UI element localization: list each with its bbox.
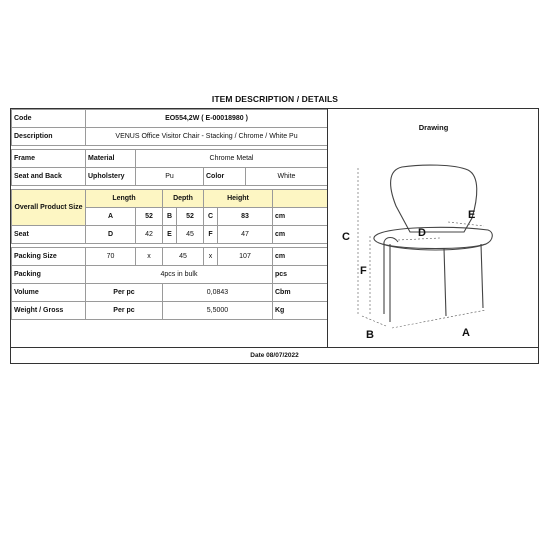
volume-value: 0,0843: [163, 284, 273, 302]
dim-b-letter: B: [163, 208, 177, 226]
depth-header: Depth: [163, 190, 204, 208]
seat-back-label: Seat and Back: [12, 168, 86, 186]
packing-label: Packing: [12, 266, 86, 284]
drawing-letter-d: D: [418, 227, 426, 239]
seat-unit: cm: [273, 226, 328, 244]
code-value: EO554,2W ( E-00018980 ): [86, 110, 328, 128]
color-value: White: [246, 168, 328, 186]
drawing-letter-c: C: [342, 231, 350, 243]
row-seat: [12, 226, 328, 244]
packing-size-label: Packing Size: [12, 248, 86, 266]
material-label: Material: [86, 150, 136, 168]
row-code: [12, 110, 328, 128]
weight-per: Per pc: [86, 302, 163, 320]
page-title: ITEM DESCRIPTION / DETAILS: [211, 94, 339, 104]
drawing-label: Drawing: [418, 123, 449, 132]
weight-label: Weight / Gross: [12, 302, 86, 320]
height-header: Height: [204, 190, 273, 208]
dim-c-value: 83: [218, 208, 273, 226]
chair-drawing: [336, 156, 532, 340]
dim-f-letter: F: [204, 226, 218, 244]
volume-label: Volume: [12, 284, 86, 302]
description-value: VENUS Office Visitor Chair - Stacking / Chrome / White Pu: [86, 128, 328, 146]
packing-unit: pcs: [273, 266, 328, 284]
spec-sheet: [10, 108, 539, 364]
row-weight: [12, 302, 328, 320]
row-seat-back: [12, 168, 328, 186]
spec-table: [11, 109, 328, 320]
drawing-letter-b: B: [366, 329, 374, 340]
dim-e-letter: E: [163, 226, 177, 244]
overall-label: Overall Product Size: [12, 190, 86, 226]
row-description: [12, 128, 328, 146]
drawing-letter-a: A: [462, 327, 470, 339]
dim-d-letter: D: [86, 226, 136, 244]
packing-size-width: 45: [163, 248, 204, 266]
dim-c-letter: C: [204, 208, 218, 226]
drawing-letter-f: F: [360, 265, 367, 277]
length-header: Length: [86, 190, 163, 208]
row-dims-header: [12, 190, 328, 208]
packing-size-length: 70: [86, 248, 136, 266]
drawing-letter-e: E: [468, 209, 476, 221]
chair-legs: [384, 242, 483, 322]
overall-unit: cm: [273, 208, 328, 226]
packing-size-height: 107: [218, 248, 273, 266]
spec-table-area: [11, 109, 327, 347]
dim-a-value: 52: [136, 208, 163, 226]
weight-value: 5,5000: [163, 302, 273, 320]
row-frame: [12, 150, 328, 168]
seat-label: Seat: [12, 226, 86, 244]
packing-size-x2: x: [204, 248, 218, 266]
dim-d-value: 42: [136, 226, 163, 244]
date-footer: Date 08/07/2022: [11, 347, 538, 363]
code-label: Code: [12, 110, 86, 128]
upholstery-label: Upholstery: [86, 168, 136, 186]
color-label: Color: [204, 168, 246, 186]
weight-unit: Kg: [273, 302, 328, 320]
row-packing: [12, 266, 328, 284]
dim-e-value: 45: [177, 226, 204, 244]
drawing-panel: [327, 109, 539, 347]
upholstery-value: Pu: [136, 168, 204, 186]
material-value: Chrome Metal: [136, 150, 328, 168]
dim-b-value: 52: [177, 208, 204, 226]
dim-a-letter: A: [86, 208, 136, 226]
chair-backrest: [391, 165, 477, 232]
packing-size-unit: cm: [273, 248, 328, 266]
packing-value: 4pcs in bulk: [86, 266, 273, 284]
packing-size-x1: x: [136, 248, 163, 266]
volume-per: Per pc: [86, 284, 163, 302]
volume-unit: Cbm: [273, 284, 328, 302]
row-volume: [12, 284, 328, 302]
row-packing-size: [12, 248, 328, 266]
frame-label: Frame: [12, 150, 86, 168]
description-label: Description: [12, 128, 86, 146]
dim-f-value: 47: [218, 226, 273, 244]
